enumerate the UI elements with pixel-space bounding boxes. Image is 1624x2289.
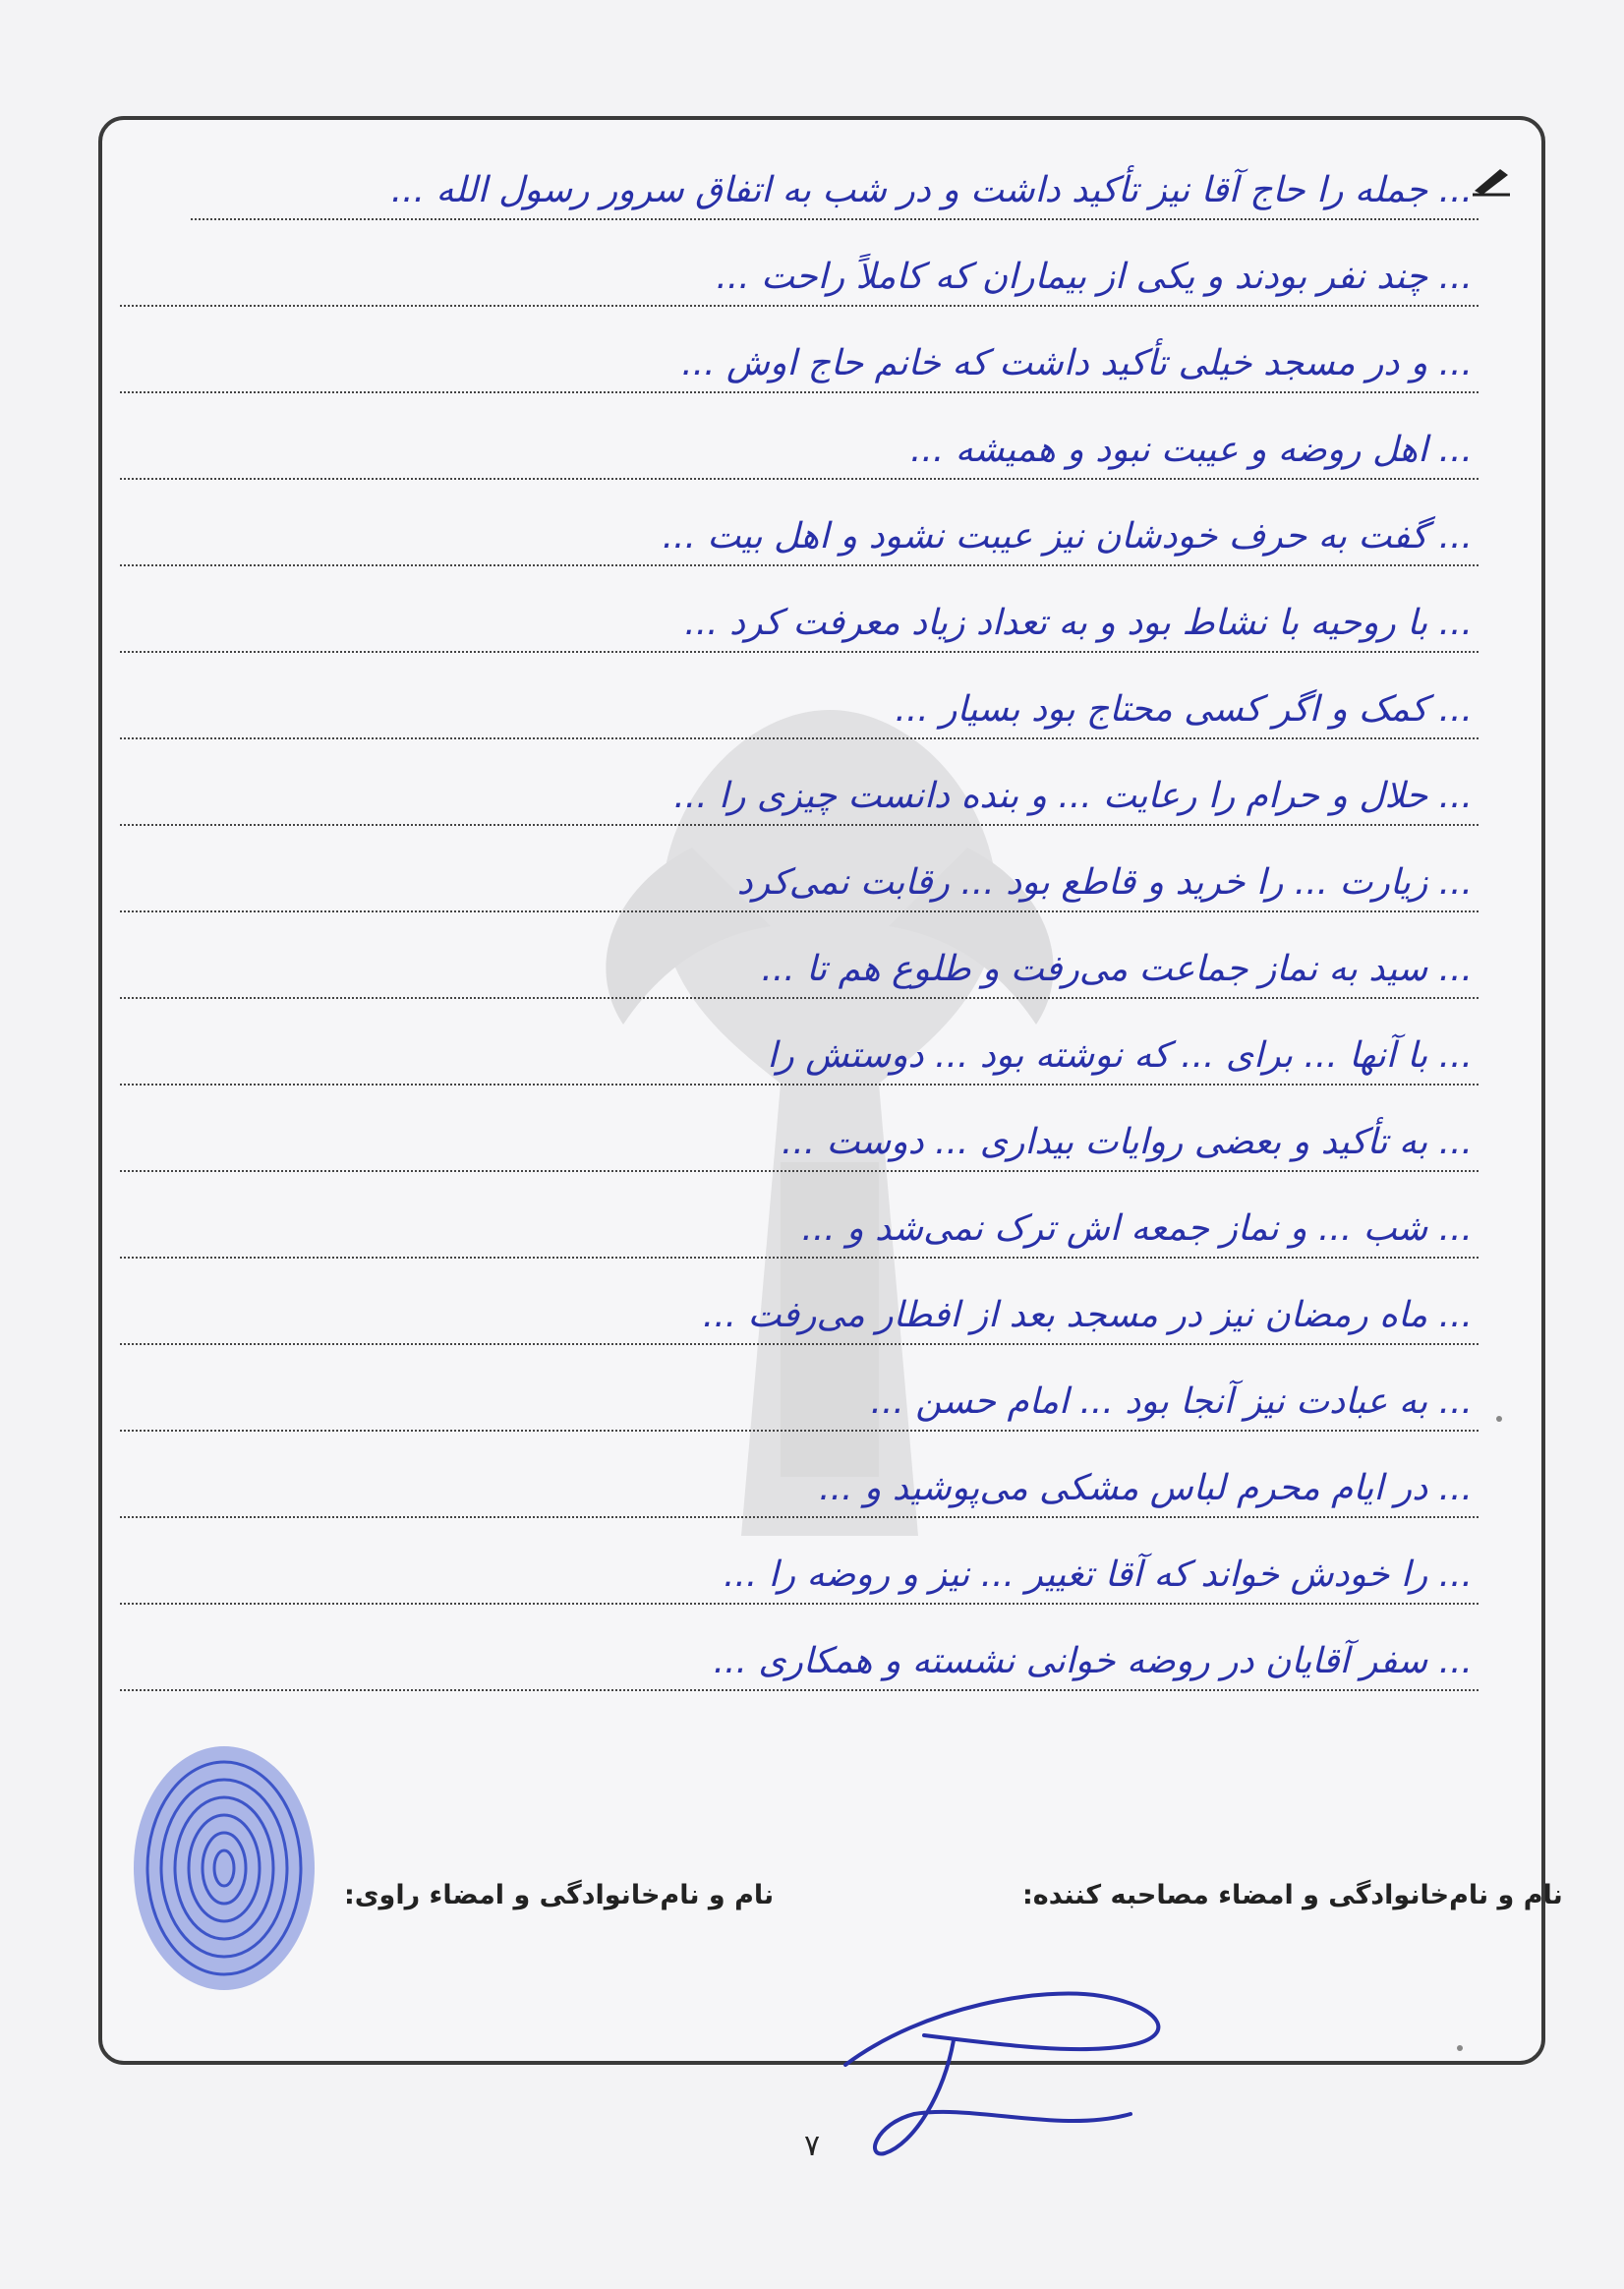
handwritten-line: ... به عبادت نیز آنجا بود ... امام حسن ... <box>870 1381 1473 1422</box>
stray-mark <box>1496 1416 1502 1422</box>
handwritten-line: ... با روحیه با نشاط بود و به تعداد زیاد معرفت کرد ... <box>684 603 1473 643</box>
narrator-signature-label: نام و نام‌خانوادگی و امضاء راوی: <box>344 1880 775 1910</box>
handwritten-line: ... حلال و حرام را رعایت ... و بنده دانست چیزی را ... <box>673 776 1473 816</box>
pen-icon <box>1471 165 1514 197</box>
handwritten-line: ... با آنها ... برای ... که نوشته بود ... دوستش را <box>767 1035 1473 1076</box>
handwritten-line: ... شب ... و نماز جمعه اش ترک نمی‌شد و ... <box>801 1208 1473 1249</box>
handwritten-line: ... ماه رمضان نیز در مسجد بعد از افطار می‌رفت ... <box>702 1295 1473 1335</box>
interviewer-signature-label: نام و نام‌خانوادگی و امضاء مصاحبه کننده: <box>1022 1880 1563 1910</box>
page-number: ۷ <box>803 2129 821 2163</box>
handwritten-line: ... جمله را حاج آقا نیز تأکید داشت و در شب به اتفاق سرور رسول الله ... <box>390 170 1473 210</box>
handwritten-line: ... کمک و اگر کسی محتاج بود بسیار ... <box>895 689 1473 730</box>
stray-mark <box>1457 2045 1463 2051</box>
handwritten-line: ... را خودش خواند که آقا تغییر ... نیز و روضه را ... <box>723 1555 1473 1595</box>
handwritten-line: ... سید به نماز جماعت می‌رفت و طلوع هم تا ... <box>761 949 1473 989</box>
handwritten-line: ... زیارت ... را خرید و قاطع بود ... رقابت نمی‌کرد <box>736 862 1473 903</box>
handwritten-line: ... سفر آقایان در روضه خوانی نشسته و همکاری ... <box>713 1641 1473 1681</box>
handwritten-line: ... اهل روضه و عیبت نبود و همیشه ... <box>909 430 1473 470</box>
handwritten-line: ... در ایام محرم لباس مشکی می‌پوشید و ... <box>819 1468 1473 1508</box>
handwritten-line: ... و در مسجد خیلی تأکید داشت که خانم حاج اوش ... <box>681 343 1473 383</box>
handwritten-line: ... به تأکید و بعضی روایات بیداری ... دوست ... <box>781 1122 1473 1162</box>
fingerprint <box>126 1740 322 1996</box>
handwritten-line: ... گفت به حرف خودشان نیز عیبت نشود و اهل بیت ... <box>662 516 1473 557</box>
handwritten-line: ... چند نفر بودند و یکی از بیماران که کاملاً راحت ... <box>716 257 1473 297</box>
